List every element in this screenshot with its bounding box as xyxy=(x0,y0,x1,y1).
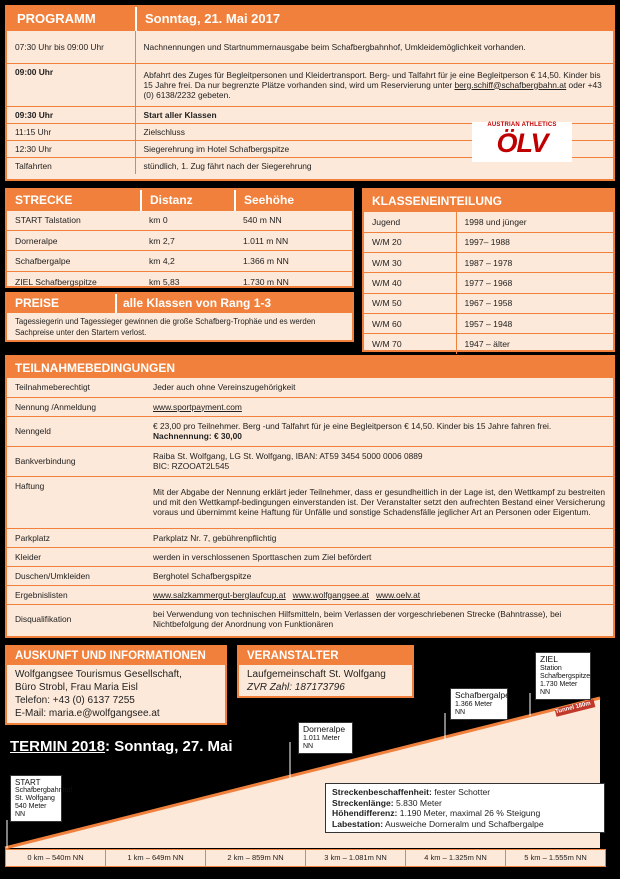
column-header: Seehöhe xyxy=(235,190,352,210)
programm-header xyxy=(7,7,613,31)
veranstalter-body: Laufgemeinschaft St. Wolfgang ZVR Zahl: 187173796 xyxy=(247,669,386,693)
tunnel-label: Tunnel 180m xyxy=(554,700,592,716)
auskunft-title: AUSKUNFT UND INFORMATIONEN xyxy=(7,647,225,665)
table-row: START Talstation km 0 540 m NN xyxy=(7,210,352,230)
contact-email[interactable]: E-Mail: maria.e@wolfgangsee.at xyxy=(15,708,160,719)
desc-cell: Abfahrt des Zuges für Begleitpersonen und Kleidertransport. Berg- und Talfahrt für je eine Begleitperson € 14,50. Kinder bis 15 Jahre frei. Da nur begrenzte Plätze vorhanden sind, wird um Reservierung unter berg.schiff@schafbergbahn.at oder +43 (0) 6138/2232 gebeten. xyxy=(135,63,613,106)
reservation-email-link[interactable]: berg.schiff@schafbergbahn.at xyxy=(454,79,567,90)
table-row: Dorneralpe km 2,7 1.011 m NN xyxy=(7,231,352,251)
column-header: Distanz xyxy=(141,190,235,210)
course-info-box: Streckenbeschaffenheit: fester Schotter Streckenlänge: 5.830 Meter Höhendifferenz: 1.190 Meter, maximal 26 % Steigung Labestation: Ausweiche Dorneralm und Schafbergalpe xyxy=(325,783,605,833)
oelv-link[interactable]: www.oelv.at xyxy=(376,589,421,600)
termin-date: : Sonntag, 27. Mai xyxy=(105,738,233,755)
veranstalter-title: VERANSTALTER xyxy=(239,647,412,665)
ziel-label: ZIEL Station Schafbergspitze 1.730 Meter NN xyxy=(535,652,591,700)
scale-cell: 1 km – 649m NN xyxy=(106,850,206,866)
klassen-section xyxy=(362,188,615,352)
auskunft-body: Wolfgangsee Tourismus Gesellschaft, Büro Strobl, Frau Maria Eisl Telefon: +43 (0) 6137 7255 E-Mail: maria.e@wolfgangsee.at xyxy=(7,665,225,723)
logo-mark: ÖLV xyxy=(496,128,548,158)
column-header: STRECKE xyxy=(7,190,141,210)
preise-text: Tagessiegerin und Tagessieger gewinnen die große Schafberg-Trophäe und es werden Sachpreise unter den Startern verlost. xyxy=(15,317,316,337)
programm-date: Sonntag, 21. Mai 2017 xyxy=(145,11,281,26)
desc-cell: Nachnennungen und Startnummernausgabe beim Schafbergbahnhof, Umkleidemöglichkeit vorhanden. xyxy=(135,31,613,63)
table-row: Nenngeld € 23,00 pro Teilnehmer. Berg -und Talfahrt für je eine Begleitperson € 14,50. Kinder bis 15 Jahre fahren frei. Nachnennung: € 30,00 xyxy=(7,416,613,446)
desc-cell: Zielschluss xyxy=(135,123,613,140)
table-row: Jugend 1998 und jünger xyxy=(364,212,613,232)
klassen-table xyxy=(364,212,613,354)
preise-title: PREISE xyxy=(15,296,60,310)
time-cell: 12:30 Uhr xyxy=(7,140,135,157)
desc-cell: Start aller Klassen xyxy=(135,106,613,123)
preise-section xyxy=(5,292,354,342)
table-row: W/M 20 1997– 1988 xyxy=(364,232,613,252)
table-row xyxy=(7,31,613,63)
table-row xyxy=(7,106,613,123)
table-row: Haftung Mit der Abgabe der Nennung erklärt jeder Teilnehmer, dass er gesundheitlich in der Lage ist, den Wettkampf zu bestreiten und mit den Wettkampf-bedingungen einverstanden ist. Der Veranstalter setzt den aufrechten Bestand einer Versicherung voraus und übernimmt keine Haftung für Unfälle und sonstige Schadensfälle jeglicher Art an Personen oder Eigentum. xyxy=(7,476,613,528)
desc-cell: stündlich, 1. Zug fährt nach der Siegerehrung xyxy=(143,160,312,171)
strecke-header-row xyxy=(7,190,352,210)
dorneralpe-label: Dorneralpe 1.011 Meter NN xyxy=(298,722,353,754)
time-cell: Talfahrten xyxy=(7,157,135,174)
scale-cell: 2 km – 859m NN xyxy=(206,850,306,866)
scale-cell: 5 km – 1.555m NN xyxy=(506,850,605,866)
table-row: Teilnahmeberechtigt Jeder auch ohne Vereinszugehörigkeit xyxy=(7,378,613,397)
time-cell: 09:00 Uhr xyxy=(7,63,135,106)
strecke-table xyxy=(7,190,352,291)
termin-label: TERMIN 2018 xyxy=(10,738,106,755)
strecke-section xyxy=(5,188,354,288)
table-row: Parkplatz Parkplatz Nr. 7, gebührenpflichtig xyxy=(7,528,613,547)
klassen-title: KLASSENEINTEILUNG xyxy=(364,190,613,212)
table-row: Disqualifikation bei Verwendung von technischen Hilfsmitteln, beim Verlassen der vorgeschriebenen Strecke (Bahntrasse), bei Nichtbefolgung der Anordnung von Funktionären xyxy=(15,609,562,630)
scale-cell: 3 km – 1.081m NN xyxy=(306,850,406,866)
wolfgangsee-link[interactable]: www.wolfgangsee.at xyxy=(292,589,370,600)
table-row: W/M 30 1987 – 1978 xyxy=(364,253,613,273)
teilnahme-title: TEILNAHMEBEDINGUNGEN xyxy=(7,357,613,378)
logo-caption: AUSTRIAN ATHLETICS xyxy=(487,122,557,128)
table-row: W/M 60 1957 – 1948 xyxy=(364,313,613,333)
preise-header xyxy=(7,294,352,313)
table-row: W/M 50 1967 – 1958 xyxy=(364,293,613,313)
table-row: Bankverbindung Raiba St. Wolfgang, LG St. Wolfgang, IBAN: AT59 3454 5000 0006 0889 BIC: RZOOAT2L545 xyxy=(7,446,613,476)
table-row: Duschen/Umkleiden Berghotel Schafbergspitze xyxy=(7,566,613,585)
time-cell: 09:30 Uhr xyxy=(7,106,135,123)
scale-cell: 0 km – 540m NN xyxy=(6,850,106,866)
table-row: Ergebnislisten www.salzkammergut-berglaufcup.at www.wolfgangsee.at www.oelv.at xyxy=(7,585,613,604)
table-row: Kleider werden in verschlossenen Sporttaschen zum Ziel befördert xyxy=(7,547,613,566)
programm-title: PROGRAMM xyxy=(17,11,96,26)
time-cell: 11:15 Uhr xyxy=(7,123,135,140)
sportpayment-link[interactable]: www.sportpayment.com xyxy=(153,401,242,412)
start-label: START Schafbergbahnhof St. Wolfgang 540 Meter NN xyxy=(10,775,62,822)
oelv-logo xyxy=(472,122,572,162)
table-row: Schafbergalpe km 4,2 1.366 m NN xyxy=(7,251,352,271)
berglaufcup-link[interactable]: www.salzkammergut-berglaufcup.at xyxy=(153,589,286,600)
table-row: Nennung /Anmeldung www.sportpayment.com xyxy=(7,397,613,416)
teilnahme-section xyxy=(5,355,615,638)
preise-subtitle: alle Klassen von Rang 1-3 xyxy=(123,296,272,310)
programm-section xyxy=(5,5,615,181)
scale-cell: 4 km – 1.325m NN xyxy=(406,850,506,866)
table-row: W/M 70 1947 – älter xyxy=(364,334,613,354)
teilnahme-table xyxy=(7,378,613,634)
schafbergalpe-label: Schafbergalpe 1.366 Meter NN xyxy=(450,688,508,720)
time-cell: 07:30 Uhr bis 09:00 Uhr xyxy=(7,31,135,63)
table-row xyxy=(7,63,613,106)
desc-cell: Siegerehrung im Hotel Schafbergspitze xyxy=(135,140,613,157)
table-row: W/M 40 1977 – 1968 xyxy=(364,273,613,293)
table-row: ZIEL Schafbergspitze km 5,83 1.730 m NN xyxy=(15,276,289,287)
